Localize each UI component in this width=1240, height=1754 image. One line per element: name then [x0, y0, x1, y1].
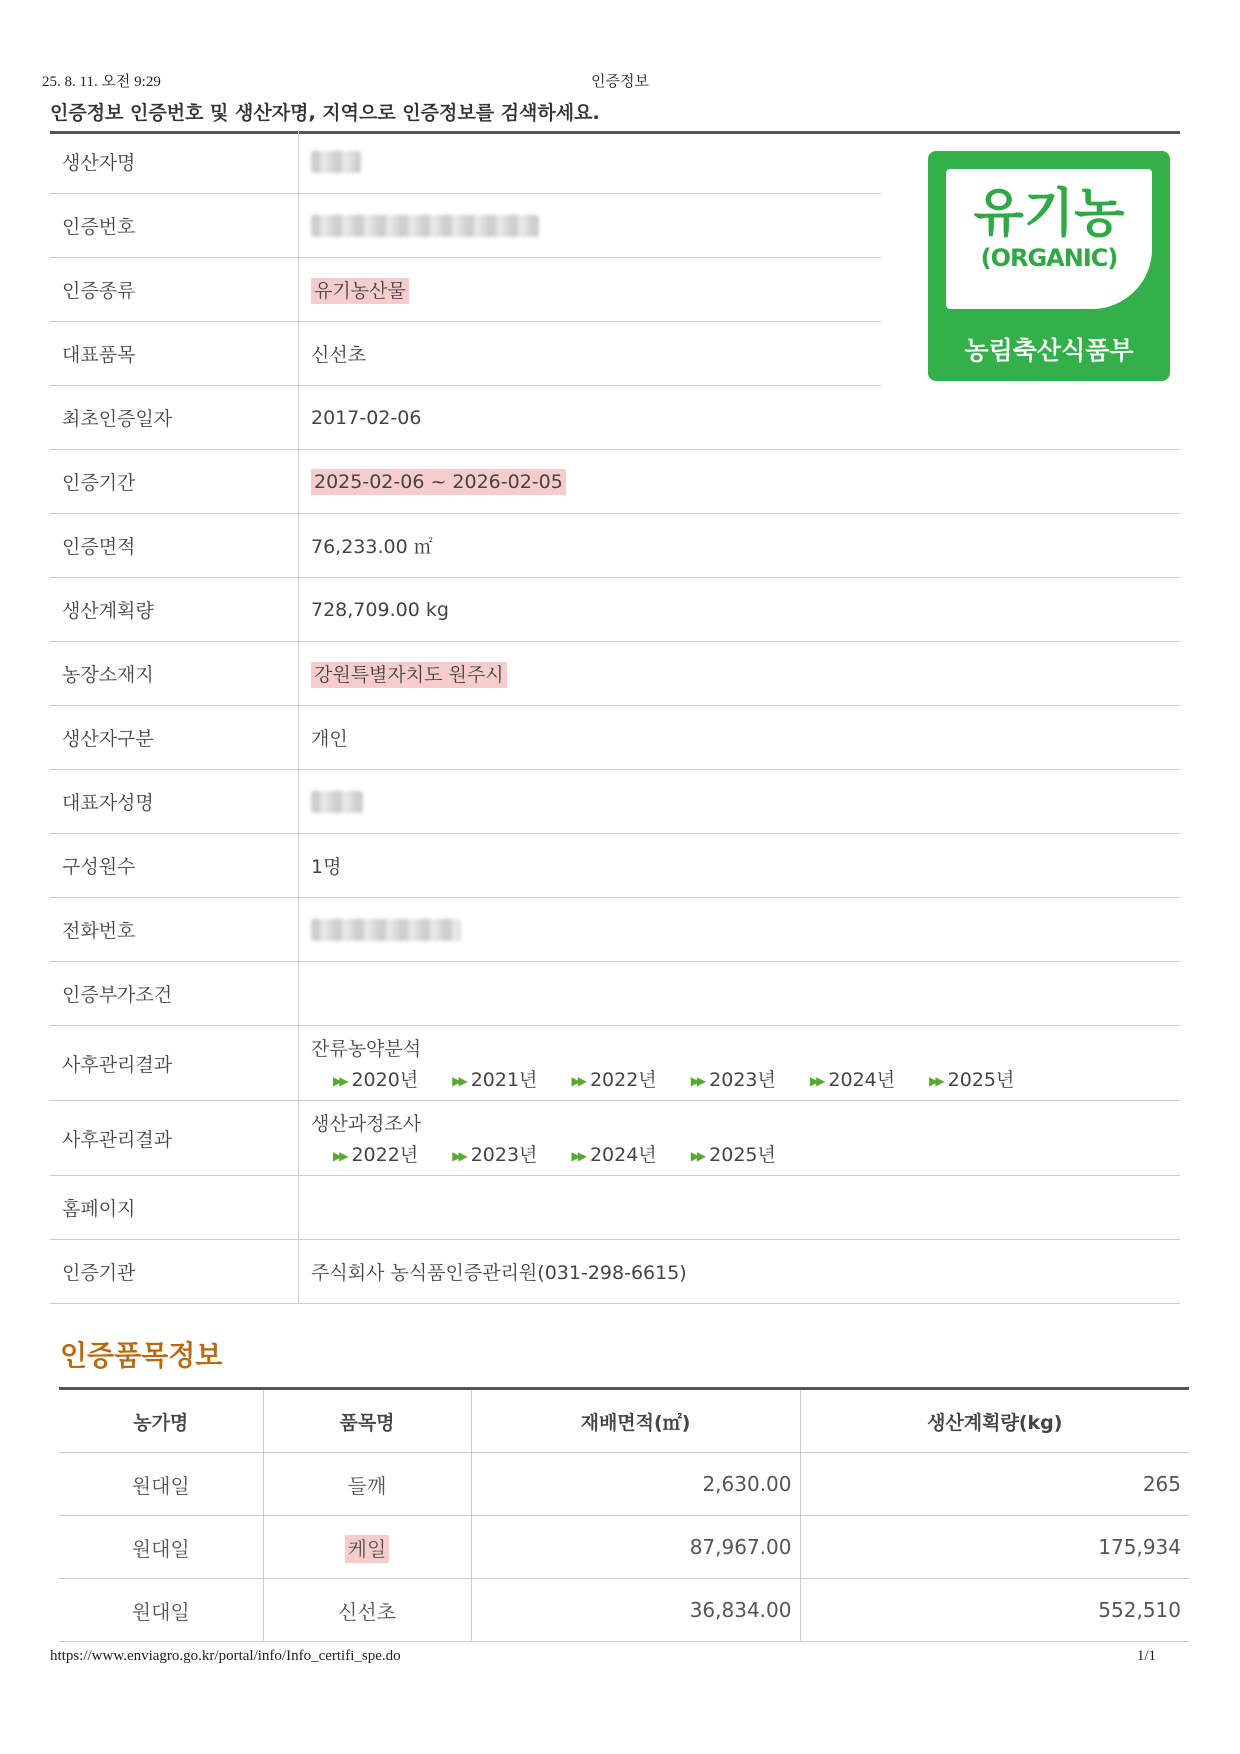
logo-sub-text: (ORGANIC): [980, 244, 1118, 272]
post-mgmt-title: 생산과정조사: [311, 1113, 422, 1135]
arrow-right-icon: ▶▶: [452, 1073, 465, 1088]
redacted-blur: [311, 215, 539, 237]
year-link[interactable]: ▶▶ 2022년: [333, 1144, 419, 1166]
certified-items-table: [59, 1387, 1189, 1642]
year-link[interactable]: ▶▶ 2022년: [571, 1069, 657, 1091]
area-cell: 87,967.00: [471, 1516, 800, 1579]
info-label: 인증번호: [50, 194, 299, 258]
info-label: 생산계획량: [50, 578, 299, 642]
arrow-right-icon: ▶▶: [929, 1073, 942, 1088]
info-label: 사후관리결과: [50, 1101, 299, 1176]
info-label: 인증면적: [50, 514, 299, 578]
output-cell: 175,934: [800, 1516, 1189, 1579]
post-mgmt-year-links: [311, 1140, 1168, 1167]
redacted-blur: [311, 151, 361, 173]
info-label: 농장소재지: [50, 642, 299, 706]
redacted-blur: [311, 919, 461, 941]
info-label: 인증기관: [50, 1240, 299, 1304]
post-mgmt-year-links: [311, 1065, 1168, 1092]
producer-value-redacted: [299, 130, 882, 194]
year-link[interactable]: ▶▶ 2025년: [929, 1069, 1015, 1091]
column-header: 품목명: [263, 1389, 471, 1453]
cert-no-value-redacted: [299, 194, 882, 258]
info-label: 전화번호: [50, 898, 299, 962]
info-label: 생산자구분: [50, 706, 299, 770]
info-row-cert-period: [50, 450, 1180, 514]
year-link[interactable]: ▶▶ 2021년: [452, 1069, 538, 1091]
table-row: [59, 1516, 1189, 1579]
info-label: 생산자명: [50, 130, 299, 194]
post-mgmt-title: 잔류농약분석: [311, 1038, 422, 1060]
info-row-extra-conditions: [50, 962, 1180, 1026]
logo-ministry-text: 농림축산식품부: [964, 336, 1134, 365]
arrow-right-icon: ▶▶: [452, 1148, 465, 1163]
info-row-farm-location: [50, 642, 1180, 706]
arrow-right-icon: ▶▶: [571, 1148, 584, 1163]
info-label: 사후관리결과: [50, 1026, 299, 1101]
info-row-producer-type: [50, 706, 1180, 770]
arrow-right-icon: ▶▶: [333, 1073, 346, 1088]
info-label: 구성원수: [50, 834, 299, 898]
column-header: 농가명: [59, 1389, 263, 1453]
output-cell: 265: [800, 1453, 1189, 1516]
info-label: 홈페이지: [50, 1176, 299, 1240]
cert-type-value: 유기농산물: [311, 278, 409, 304]
cert-agency-value: 주식회사 농식품인증관리원(031-298-6615): [299, 1240, 1181, 1304]
print-title: 인증정보: [591, 74, 649, 90]
year-link[interactable]: ▶▶ 2024년: [809, 1069, 896, 1091]
arrow-right-icon: ▶▶: [571, 1073, 584, 1088]
representative-value-redacted: [299, 770, 1181, 834]
info-label: 인증종류: [50, 258, 299, 322]
organic-certification-logo: [928, 151, 1170, 381]
year-link[interactable]: ▶▶ 2024년: [571, 1144, 657, 1166]
info-label: 최초인증일자: [50, 386, 299, 450]
first-cert-date-value: 2017-02-06: [299, 386, 1181, 450]
cert-period-value: 2025-02-06 ~ 2026-02-05: [311, 469, 566, 495]
column-header: 재배면적(㎡): [471, 1389, 800, 1453]
phone-value-redacted: [299, 898, 1181, 962]
page-heading: 인증정보 인증번호 및 생산자명, 지역으로 인증정보를 검색하세요.: [50, 98, 1180, 134]
table-row: [59, 1579, 1189, 1642]
info-label: 인증기간: [50, 450, 299, 514]
farm-name-cell: 원대일: [59, 1516, 263, 1579]
print-header: [42, 70, 1198, 94]
info-row-post-mgmt-process: [50, 1101, 1180, 1176]
info-row-phone: [50, 898, 1180, 962]
extra-conditions-value: [299, 962, 1181, 1026]
item-name-cell: 케일: [345, 1535, 390, 1563]
cert-area-value: 76,233.00 ㎡: [299, 514, 1181, 578]
info-row-post-mgmt-residue: [50, 1026, 1180, 1101]
year-link[interactable]: ▶▶ 2025년: [690, 1144, 776, 1166]
info-row-planned-output: [50, 578, 1180, 642]
page-number: 1/1: [1136, 1648, 1156, 1664]
items-header-row: [59, 1389, 1189, 1453]
members-value: 1명: [299, 834, 1181, 898]
area-cell: 36,834.00: [471, 1579, 800, 1642]
info-row-members: [50, 834, 1180, 898]
year-link[interactable]: ▶▶ 2020년: [333, 1069, 419, 1091]
redacted-blur: [311, 791, 363, 813]
info-row-representative: [50, 770, 1180, 834]
logo-main-text: 유기농: [973, 184, 1125, 244]
arrow-right-icon: ▶▶: [690, 1148, 704, 1163]
table-row: [59, 1453, 1189, 1516]
info-label: 대표품목: [50, 322, 299, 386]
arrow-right-icon: ▶▶: [333, 1148, 346, 1163]
planned-output-value: 728,709.00 kg: [299, 578, 1181, 642]
homepage-value: [299, 1176, 1181, 1240]
farm-name-cell: 원대일: [59, 1579, 263, 1642]
print-timestamp: 25. 8. 11. 오전 9:29: [42, 74, 161, 90]
output-cell: 552,510: [800, 1579, 1189, 1642]
info-label: 인증부가조건: [50, 962, 299, 1026]
farm-location-value: 강원특별자치도 원주시: [311, 662, 507, 688]
year-link[interactable]: ▶▶ 2023년: [690, 1069, 776, 1091]
item-name-cell: 들깨: [263, 1453, 471, 1516]
main-item-value: 신선초: [299, 322, 882, 386]
info-row-cert-area: [50, 514, 1180, 578]
arrow-right-icon: ▶▶: [809, 1073, 823, 1088]
column-header: 생산계획량(kg): [800, 1389, 1189, 1453]
info-row-cert-agency: [50, 1240, 1180, 1304]
area-cell: 2,630.00: [471, 1453, 800, 1516]
info-row-first-cert-date: [50, 386, 1180, 450]
items-section-title: 인증품목정보: [60, 1339, 223, 1372]
year-link[interactable]: ▶▶ 2023년: [452, 1144, 538, 1166]
print-url: https://www.enviagro.go.kr/portal/info/Info_certifi_spe.do: [50, 1648, 401, 1664]
item-name-cell: 신선초: [263, 1579, 471, 1642]
producer-type-value: 개인: [299, 706, 1181, 770]
arrow-right-icon: ▶▶: [690, 1073, 704, 1088]
info-row-homepage: [50, 1176, 1180, 1240]
farm-name-cell: 원대일: [59, 1453, 263, 1516]
info-label: 대표자성명: [50, 770, 299, 834]
